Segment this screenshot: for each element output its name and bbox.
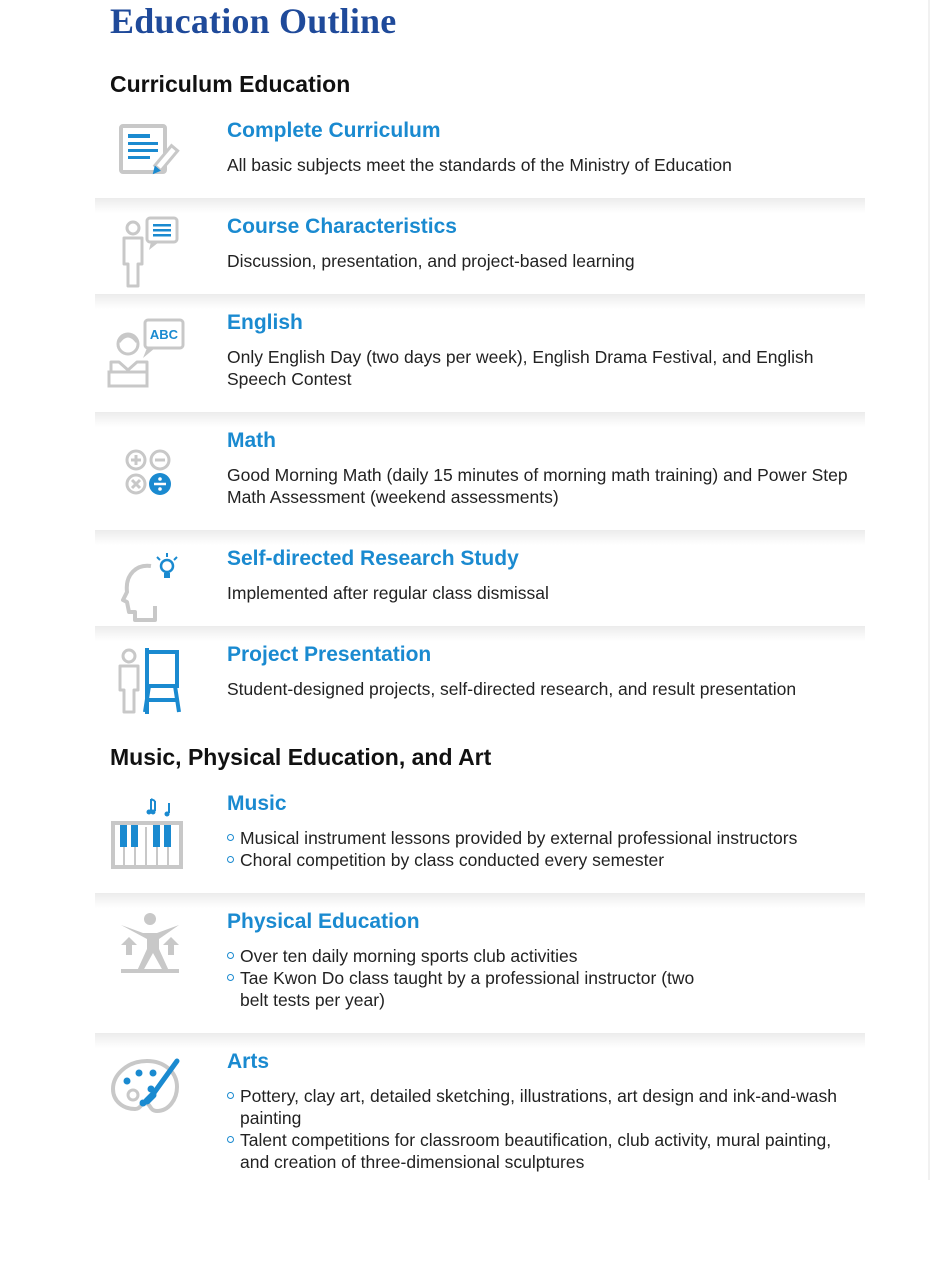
paint-palette-brush-icon bbox=[107, 1053, 185, 1131]
item-title: Complete Curriculum bbox=[227, 119, 441, 142]
divider bbox=[95, 530, 865, 545]
item-title: Self-directed Research Study bbox=[227, 547, 519, 570]
page-title: Education Outline bbox=[110, 1, 397, 41]
abc-bubble-text: ABC bbox=[149, 327, 179, 342]
item-title: Math bbox=[227, 429, 276, 452]
document-pencil-icon bbox=[107, 120, 185, 198]
divider bbox=[95, 893, 865, 908]
item-title: Physical Education bbox=[227, 910, 420, 933]
bullet-list bbox=[227, 827, 859, 871]
list-item: Over ten daily morning sports club activities bbox=[227, 945, 859, 967]
divider bbox=[95, 294, 865, 309]
item-description: All basic subjects meet the standards of the Ministry of Education bbox=[227, 155, 732, 175]
math-operators-icon bbox=[107, 432, 185, 510]
person-speech-bubble-icon bbox=[107, 216, 185, 294]
list-item: Pottery, clay art, detailed sketching, illustrations, art design and ink-and-wash painting bbox=[227, 1085, 859, 1129]
piano-music-notes-icon bbox=[107, 797, 185, 875]
item-title: Project Presentation bbox=[227, 643, 432, 666]
list-item: Musical instrument lessons provided by external professional instructors bbox=[227, 827, 859, 849]
list-item: Choral competition by class conducted every semester bbox=[227, 849, 859, 871]
section-title-curriculum: Curriculum Education bbox=[110, 71, 351, 97]
list-item: Talent competitions for classroom beautification, club activity, mural painting, and creation of three-dimensional sculptures bbox=[227, 1129, 859, 1173]
head-lightbulb-icon bbox=[107, 548, 185, 626]
item-description: Discussion, presentation, and project-based learning bbox=[227, 251, 635, 271]
item-description: Student-designed projects, self-directed research, and result presentation bbox=[227, 679, 797, 699]
item-title: Music bbox=[227, 792, 287, 815]
student-abc-speech-icon bbox=[107, 316, 185, 394]
bullet-list bbox=[227, 945, 859, 1011]
item-title: Arts bbox=[227, 1050, 270, 1073]
item-description: Implemented after regular class dismissal bbox=[227, 583, 549, 603]
athlete-icon bbox=[107, 911, 185, 989]
list-item: Tae Kwon Do class taught by a professional instructor (two belt tests per year) bbox=[227, 967, 695, 1011]
presenter-easel-icon bbox=[107, 644, 185, 722]
item-description: Good Morning Math (daily 15 minutes of morning math training) and Power Step Math Assessment (weekend assessments) bbox=[227, 465, 848, 507]
divider bbox=[95, 626, 865, 641]
item-title: Course Characteristics bbox=[227, 215, 457, 238]
item-title: English bbox=[227, 311, 303, 334]
divider bbox=[95, 1033, 865, 1048]
bullet-list bbox=[227, 1085, 859, 1173]
item-description: Only English Day (two days per week), English Drama Festival, and English Speech Contest bbox=[227, 347, 814, 389]
divider bbox=[95, 412, 865, 427]
section-title-music-pe-art: Music, Physical Education, and Art bbox=[110, 744, 492, 770]
divider bbox=[95, 198, 865, 213]
